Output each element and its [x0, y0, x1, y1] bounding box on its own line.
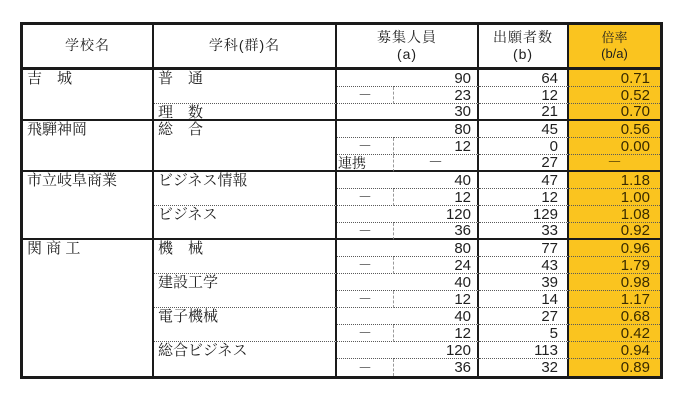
- recruit-type-label: －: [337, 257, 394, 274]
- header-recruit-label: 募集人員: [377, 28, 437, 45]
- ratio-value: 0.68: [569, 308, 660, 325]
- ratio-value: 0.71: [569, 70, 660, 87]
- applicants-value: 45: [479, 121, 569, 138]
- recruit-value: 80: [394, 240, 479, 257]
- school-cell: 関 商 工: [23, 240, 154, 376]
- ratio-value: 0.89: [569, 359, 660, 376]
- applicants-value: 12: [479, 87, 569, 104]
- header-applicants-label: 出願者数: [493, 28, 553, 45]
- recruit-type-label: [337, 274, 394, 291]
- recruit-type-label: [337, 70, 394, 87]
- applicants-value: 113: [479, 342, 569, 359]
- department-cell: 理 数: [154, 104, 337, 121]
- recruit-type-label: －: [337, 223, 394, 240]
- recruit-value: 36: [394, 359, 479, 376]
- recruit-type-label: －: [337, 359, 394, 376]
- ratio-value: 0.52: [569, 87, 660, 104]
- applicants-value: 77: [479, 240, 569, 257]
- applicants-value: 43: [479, 257, 569, 274]
- recruit-value: 40: [394, 308, 479, 325]
- recruit-type-label: [337, 104, 394, 121]
- school-cell: 市立岐阜商業: [23, 172, 154, 240]
- applicants-value: 39: [479, 274, 569, 291]
- ratio-value: 1.79: [569, 257, 660, 274]
- recruit-value: 90: [394, 70, 479, 87]
- header-department-label: 学科(群)名: [208, 37, 281, 54]
- applicants-value: 27: [479, 155, 569, 172]
- department-cell: 建設工学: [154, 274, 337, 308]
- recruit-type-label: [337, 240, 394, 257]
- recruit-value: 120: [394, 206, 479, 223]
- header-ratio-label: 倍率: [601, 29, 628, 45]
- header-school-label: 学校名: [65, 37, 110, 54]
- header-recruit-sublabel: (a): [396, 46, 418, 62]
- department-cell: 電子機械: [154, 308, 337, 342]
- header-school: [23, 25, 154, 70]
- ratio-value: 1.17: [569, 291, 660, 308]
- recruit-value: －: [394, 155, 479, 172]
- header-applicants-sublabel: (b): [512, 46, 534, 62]
- ratio-value: 0.92: [569, 223, 660, 240]
- applicants-value: 27: [479, 308, 569, 325]
- header-recruit: [337, 25, 479, 70]
- recruit-type-label: [337, 121, 394, 138]
- ratio-value: 0.70: [569, 104, 660, 121]
- ratio-value: 1.00: [569, 189, 660, 206]
- applicants-value: 0: [479, 138, 569, 155]
- applicants-value: 33: [479, 223, 569, 240]
- applicants-value: 21: [479, 104, 569, 121]
- recruit-value: 120: [394, 342, 479, 359]
- recruit-value: 23: [394, 87, 479, 104]
- recruit-value: 30: [394, 104, 479, 121]
- recruit-value: 40: [394, 172, 479, 189]
- recruit-type-label: －: [337, 189, 394, 206]
- ratio-value: 1.18: [569, 172, 660, 189]
- recruit-type-label: [337, 342, 394, 359]
- recruit-value: 12: [394, 325, 479, 342]
- department-cell: 機 械: [154, 240, 337, 274]
- recruit-value: 40: [394, 274, 479, 291]
- recruit-type-label: －: [337, 325, 394, 342]
- header-applicants: [479, 25, 569, 70]
- applicants-value: 64: [479, 70, 569, 87]
- recruit-type-label: 連携: [337, 155, 394, 172]
- recruit-type-label: [337, 308, 394, 325]
- applicants-value: 12: [479, 189, 569, 206]
- department-cell: 総合ビジネス: [154, 342, 337, 376]
- admission-table: [20, 22, 663, 379]
- recruit-type-label: －: [337, 291, 394, 308]
- school-cell: 飛騨神岡: [23, 121, 154, 172]
- applicants-value: 129: [479, 206, 569, 223]
- ratio-value: 0.42: [569, 325, 660, 342]
- recruit-type-label: [337, 206, 394, 223]
- ratio-value: －: [569, 155, 660, 172]
- ratio-value: 1.08: [569, 206, 660, 223]
- recruit-type-label: －: [337, 87, 394, 104]
- recruit-value: 80: [394, 121, 479, 138]
- recruit-type-label: [337, 172, 394, 189]
- ratio-value: 0.94: [569, 342, 660, 359]
- ratio-value: 0.56: [569, 121, 660, 138]
- recruit-value: 12: [394, 138, 479, 155]
- department-cell: 総 合: [154, 121, 337, 172]
- header-ratio: [569, 25, 660, 70]
- recruit-value: 12: [394, 189, 479, 206]
- department-cell: 普 通: [154, 70, 337, 104]
- header-ratio-sublabel: (b/a): [601, 46, 628, 61]
- ratio-value: 0.98: [569, 274, 660, 291]
- header-department: [154, 25, 337, 70]
- applicants-value: 47: [479, 172, 569, 189]
- school-cell: 吉 城: [23, 70, 154, 121]
- department-cell: ビジネス: [154, 206, 337, 240]
- recruit-value: 24: [394, 257, 479, 274]
- ratio-value: 0.96: [569, 240, 660, 257]
- applicants-value: 5: [479, 325, 569, 342]
- recruit-value: 36: [394, 223, 479, 240]
- applicants-value: 32: [479, 359, 569, 376]
- recruit-type-label: －: [337, 138, 394, 155]
- department-cell: ビジネス情報: [154, 172, 337, 206]
- ratio-value: 0.00: [569, 138, 660, 155]
- recruit-value: 12: [394, 291, 479, 308]
- applicants-value: 14: [479, 291, 569, 308]
